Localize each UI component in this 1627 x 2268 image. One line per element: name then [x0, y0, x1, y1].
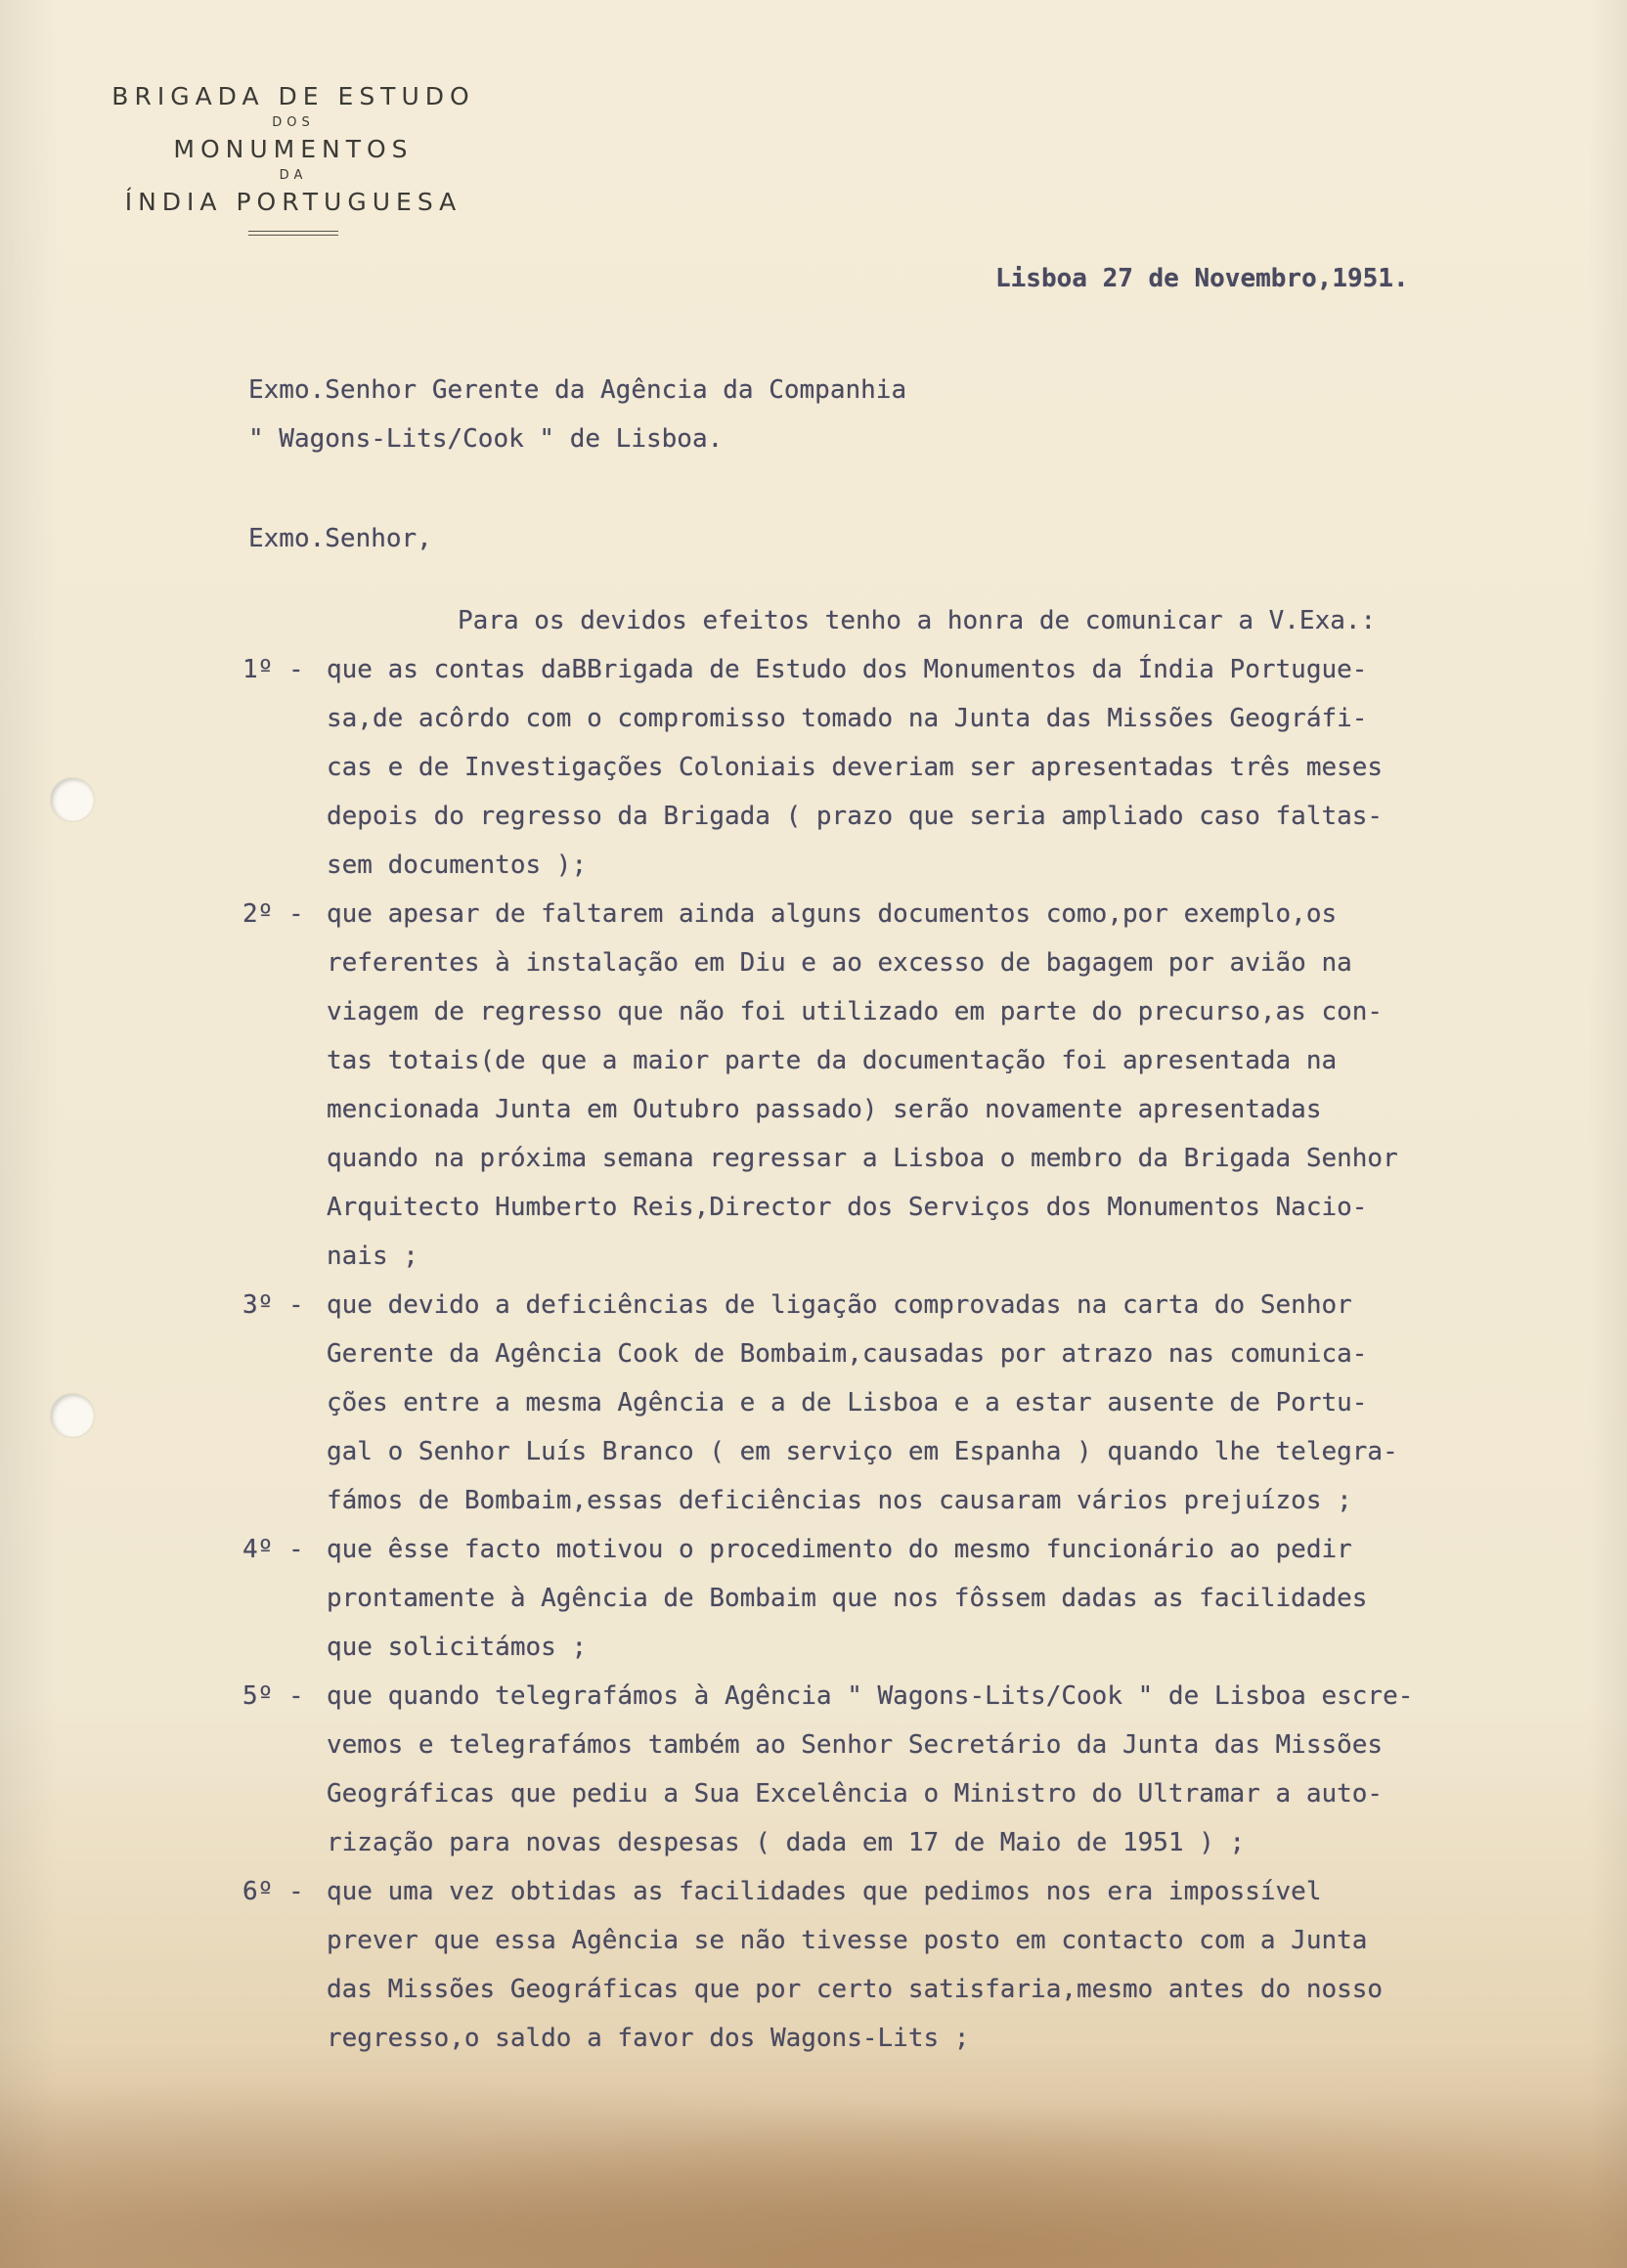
point-text-line: referentes à instalação em Diu e ao excesso de bagagem por avião na: [327, 948, 1352, 978]
point-text-line: vemos e telegrafámos também ao Senhor Secretário da Junta das Missões: [327, 1730, 1384, 1760]
point-text-line: prever que essa Agência se não tivesse posto em contacto com a Junta: [327, 1926, 1368, 1955]
point-text-line: tas totais(de que a maior parte da documentação foi apresentada na: [327, 1046, 1338, 1075]
point-text-line: depois do regresso da Brigada ( prazo que seria ampliado caso faltas-: [327, 802, 1384, 831]
point-number: 3º -: [242, 1290, 304, 1320]
point-text-line: que solicitámos ;: [327, 1633, 588, 1662]
point-text-line: prontamente à Agência de Bombaim que nos fôssem dadas as facilidades: [327, 1584, 1368, 1613]
point-text-line: fámos de Bombaim,essas deficiências nos causaram vários prejuízos ;: [327, 1486, 1352, 1515]
addressee-line: Exmo.Senhor Gerente da Agência da Companhia: [248, 375, 907, 405]
letterhead-line: ÍNDIA PORTUGUESA: [124, 188, 462, 216]
point-text-line: que devido a deficiências de ligação comprovadas na carta do Senhor: [327, 1290, 1352, 1320]
point-text-line: mencionada Junta em Outubro passado) serão novamente apresentadas: [327, 1095, 1322, 1124]
point-text-line: Arquitecto Humberto Reis,Director dos Serviços dos Monumentos Nacio-: [327, 1193, 1368, 1222]
intro-paragraph: Para os devidos efeitos tenho a honra de comunicar a V.Exa.:: [458, 606, 1377, 635]
letterhead-rule: [248, 231, 338, 236]
addressee-line: " Wagons-Lits/Cook " de Lisboa.: [248, 424, 724, 454]
point-text-line: que êsse facto motivou o procedimento do mesmo funcionário ao pedir: [327, 1535, 1352, 1564]
point-text-line: das Missões Geográficas que por certo satisfaria,mesmo antes do nosso: [327, 1975, 1384, 2004]
point-text-line: que apesar de faltarem ainda alguns documentos como,por exemplo,os: [327, 899, 1338, 929]
point-number: 6º -: [242, 1877, 304, 1906]
point-text-line: Gerente da Agência Cook de Bombaim,causadas por atrazo nas comunica-: [327, 1339, 1368, 1369]
point-text-line: ções entre a mesma Agência e a de Lisboa e a estar ausente de Portu-: [327, 1388, 1368, 1418]
letterhead-line: DOS: [272, 115, 315, 130]
point-text-line: viagem de regresso que não foi utilizado em parte do precurso,as con-: [327, 997, 1384, 1026]
point-text-line: rização para novas despesas ( dada em 17 de Maio de 1951 ) ;: [327, 1828, 1246, 1857]
point-text-line: nais ;: [327, 1242, 418, 1271]
letterhead-line: BRIGADA DE ESTUDO: [111, 82, 475, 110]
point-number: 5º -: [242, 1681, 304, 1711]
letter-date: Lisboa 27 de Novembro,1951.: [995, 264, 1409, 293]
point-number: 4º -: [242, 1535, 304, 1564]
point-text-line: Geográficas que pediu a Sua Excelência o Ministro do Ultramar a auto-: [327, 1779, 1384, 1809]
point-text-line: cas e de Investigações Coloniais deveriam ser apresentadas três meses: [327, 753, 1384, 782]
point-text-line: que uma vez obtidas as facilidades que pedimos nos era impossível: [327, 1877, 1322, 1906]
point-text-line: quando na próxima semana regressar a Lisboa o membro da Brigada Senhor: [327, 1144, 1398, 1173]
point-text-line: que quando telegrafámos à Agência " Wagons-Lits/Cook " de Lisboa escre-: [327, 1681, 1414, 1711]
salutation: Exmo.Senhor,: [248, 524, 432, 553]
punch-hole: [51, 778, 94, 821]
point-text-line: que as contas daBBrigada de Estudo dos Monumentos da Índia Portugue-: [327, 655, 1368, 684]
point-text-line: regresso,o saldo a favor dos Wagons-Lits ;: [327, 2024, 970, 2053]
point-number: 1º -: [242, 655, 304, 684]
point-text-line: sem documentos );: [327, 850, 588, 880]
letterhead-line: MONUMENTOS: [173, 135, 414, 163]
point-text-line: gal o Senhor Luís Branco ( em serviço em Espanha ) quando lhe telegra-: [327, 1437, 1398, 1466]
letterhead-line: DA: [279, 168, 308, 183]
letterhead: [78, 80, 508, 236]
point-text-line: sa,de acôrdo com o compromisso tomado na Junta das Missões Geográfi-: [327, 704, 1368, 733]
punch-hole: [51, 1394, 94, 1437]
paper-stain: [0, 2053, 1627, 2268]
point-number: 2º -: [242, 899, 304, 929]
